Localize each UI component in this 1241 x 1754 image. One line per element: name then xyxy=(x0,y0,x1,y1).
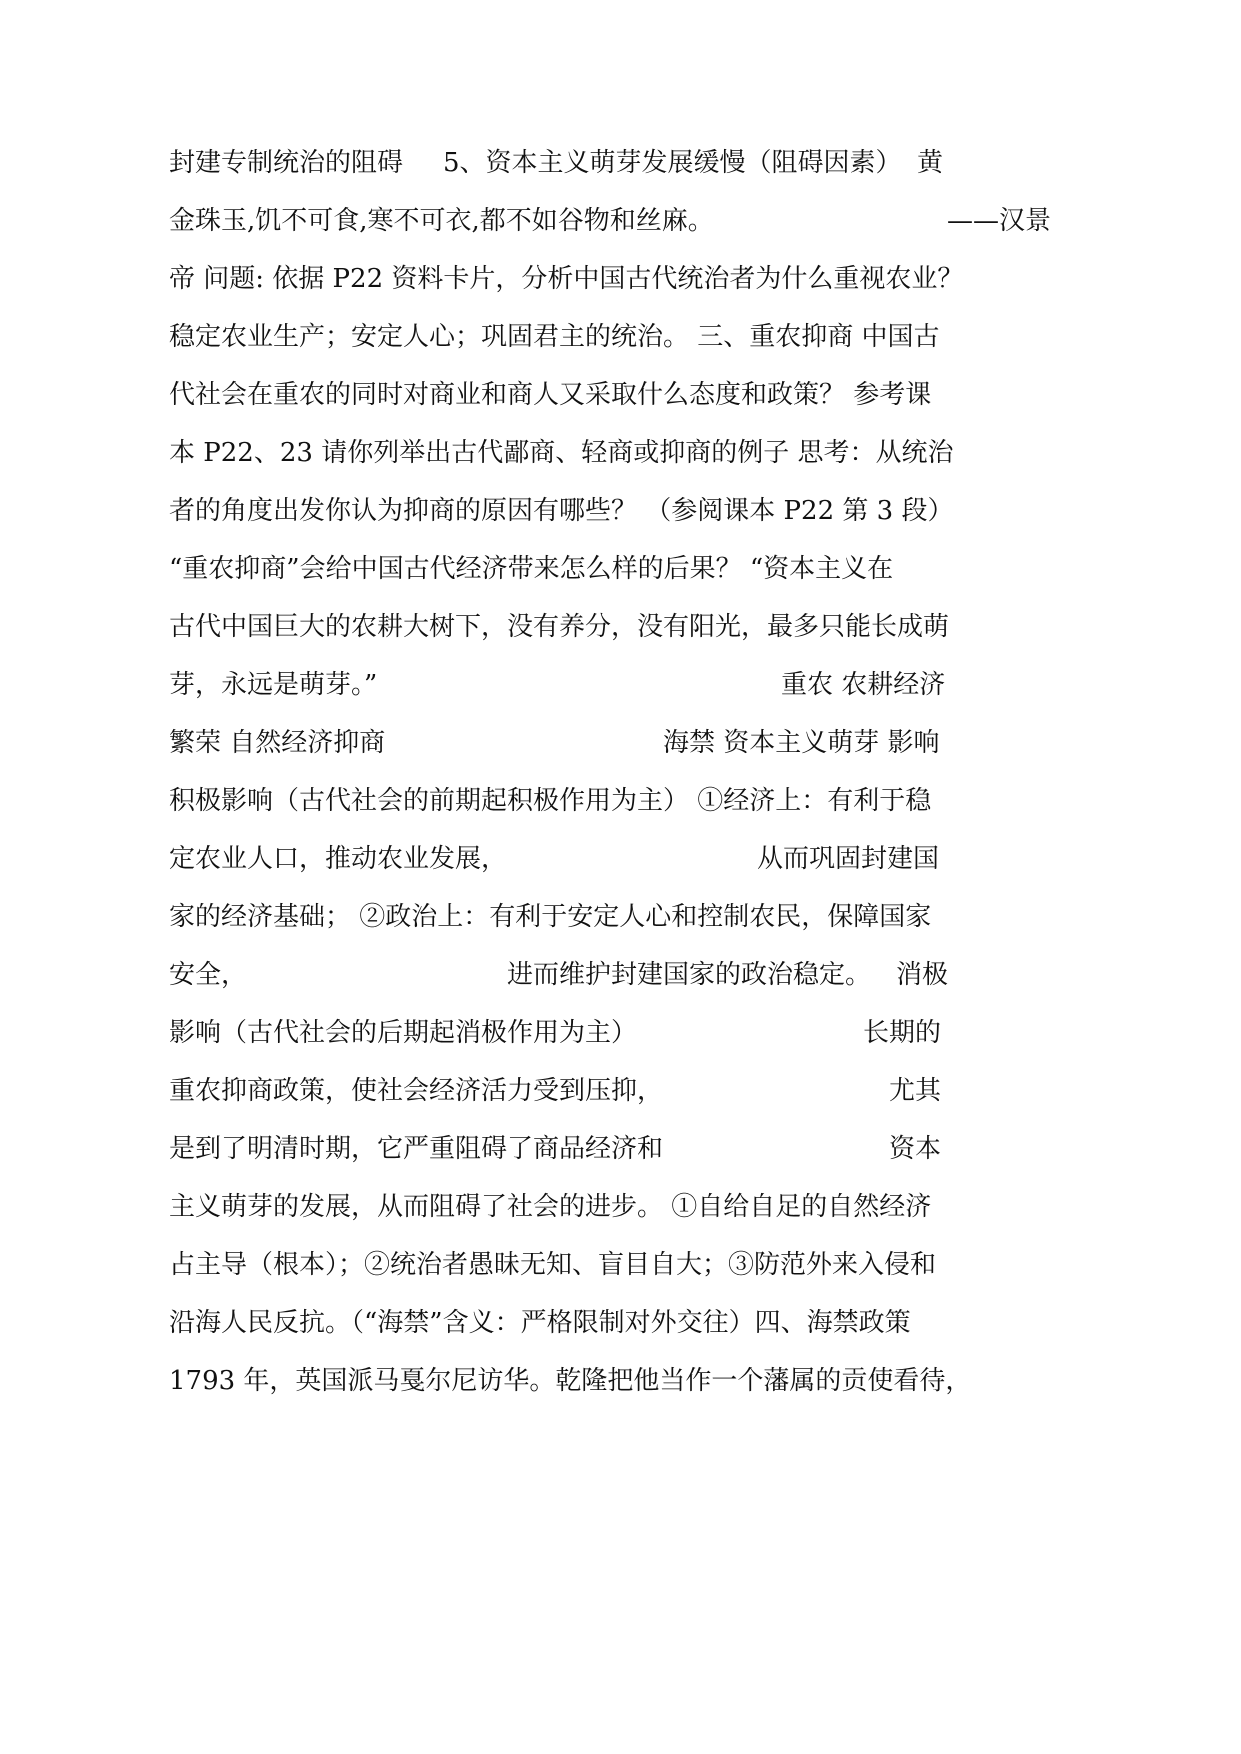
text-segment: 1793 年，英国派马戛尔尼访华。乾隆把他当作一个藩属的贡使看待， xyxy=(169,1366,972,1396)
text-segment: 5、资本主义萌芽发展缓慢（阻碍因素） xyxy=(443,148,902,178)
text-segment: 本 P22、23 请你列举出古代鄙商、轻商或抑商的例子 思考：从统治 xyxy=(169,438,954,468)
text-segment: 沿海人民反抗。（“海禁”含义：严格限制对外交往）四、海禁政策 xyxy=(169,1308,911,1338)
text-line xyxy=(0,143,1241,183)
text-segment: 消极 xyxy=(896,960,949,990)
text-line xyxy=(0,1071,1241,1111)
text-segment: 黄 xyxy=(917,148,944,178)
text-segment: “重农抑商”会给中国古代经济带来怎么样的后果？ “资本主义在 xyxy=(169,554,894,584)
text-segment: 稳定农业生产；安定人心；巩固君主的统治。 三、重农抑商 中国古 xyxy=(169,322,940,352)
text-segment: 占主导（根本）；②统治者愚昧无知、盲目自大；③防范外来入侵和 xyxy=(169,1250,937,1280)
text-line xyxy=(0,201,1241,241)
text-segment: 长期的 xyxy=(863,1018,942,1048)
text-segment: 安全， xyxy=(169,960,248,990)
text-segment: 影响（古代社会的后期起消极作用为主） xyxy=(169,1018,638,1048)
text-line xyxy=(0,259,1241,299)
text-line xyxy=(0,665,1241,705)
text-line xyxy=(0,491,1241,531)
text-segment: 古代中国巨大的农耕大树下，没有养分，没有阳光，最多只能长成萌 xyxy=(169,612,950,642)
text-line xyxy=(0,839,1241,879)
text-line xyxy=(0,1187,1241,1227)
text-line xyxy=(0,781,1241,821)
text-segment: 代社会在重农的同时对商业和商人又采取什么态度和政策？ 参考课 xyxy=(169,380,932,410)
text-segment: ——汉景 xyxy=(947,206,1052,236)
text-segment: 进而维护封建国家的政治稳定。 xyxy=(507,960,872,990)
text-segment: 资本 xyxy=(889,1134,942,1164)
text-segment: 金珠玉,饥不可食,寒不可衣,都不如谷物和丝麻。 xyxy=(169,206,714,236)
text-line xyxy=(0,1361,1241,1401)
text-segment: 主义萌芽的发展，从而阻碍了社会的进步。 ①自给自足的自然经济 xyxy=(169,1192,932,1222)
text-line xyxy=(0,1013,1241,1053)
text-line xyxy=(0,955,1241,995)
text-segment: 者的角度出发你认为抑商的原因有哪些？ （参阅课本 P22 第 3 段） xyxy=(169,496,954,526)
text-segment: 芽，永远是萌芽。” xyxy=(169,670,378,700)
text-segment: 帝 问题: 依据 P22 资料卡片，分析中国古代统治者为什么重视农业？ xyxy=(169,264,964,294)
text-segment: 积极影响（古代社会的前期起积极作用为主） ①经济上：有利于稳 xyxy=(169,786,932,816)
text-line xyxy=(0,897,1241,937)
text-line xyxy=(0,1129,1241,1169)
text-line xyxy=(0,1303,1241,1343)
text-line xyxy=(0,375,1241,415)
text-segment: 重农抑商政策，使社会经济活力受到压抑， xyxy=(169,1076,664,1106)
text-segment: 海禁 资本主义萌芽 影响 xyxy=(663,728,940,758)
text-segment: 家的经济基础； ②政治上：有利于安定人心和控制农民，保障国家 xyxy=(169,902,932,932)
text-line xyxy=(0,723,1241,763)
text-line xyxy=(0,317,1241,357)
text-segment: 重农 农耕经济 xyxy=(781,670,946,700)
text-segment: 封建专制统治的阻碍 xyxy=(169,148,404,178)
text-line xyxy=(0,549,1241,589)
text-segment: 是到了明清时期，它严重阻碍了商品经济和 xyxy=(169,1134,664,1164)
text-line xyxy=(0,1245,1241,1285)
text-segment: 尤其 xyxy=(889,1076,942,1106)
text-segment: 从而巩固封建国 xyxy=(757,844,940,874)
text-line xyxy=(0,433,1241,473)
text-segment: 定农业人口，推动农业发展， xyxy=(169,844,508,874)
text-line xyxy=(0,607,1241,647)
text-segment: 繁荣 自然经济抑商 xyxy=(169,728,386,758)
